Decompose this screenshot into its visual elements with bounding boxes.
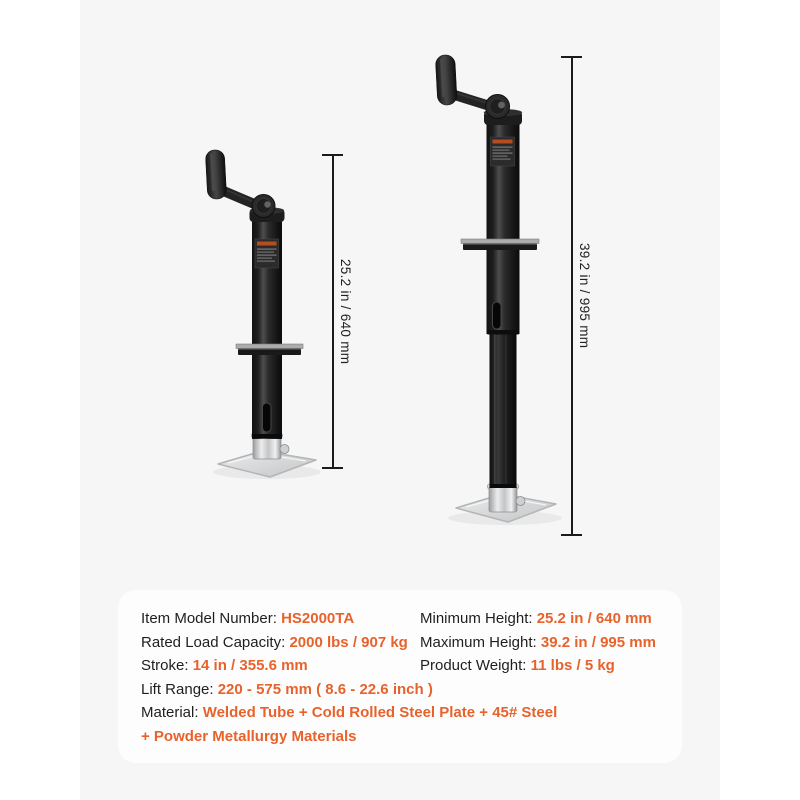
spec-row-material-continued (141, 725, 664, 749)
spec-label: Maximum Height: (420, 633, 537, 651)
spec-two-column-area (141, 607, 664, 678)
spec-label: Product Weight: (420, 657, 527, 675)
right-jack-image (435, 55, 562, 525)
left-jack-pin-bolt (280, 445, 289, 454)
right-jack-product-label (491, 137, 515, 166)
spec-row-material (141, 701, 664, 725)
right-jack-grip (435, 55, 457, 106)
spec-row-model (141, 607, 420, 631)
right-jack-pin-bolt (516, 497, 525, 506)
dimension-label-left: 25.2 in / 640 mm (338, 258, 353, 365)
dimension-line (332, 155, 334, 468)
spec-row-max-height (420, 631, 664, 655)
spec-label: Minimum Height: (420, 610, 533, 627)
spec-value: 220 - 575 mm ( 8.6 - 22.6 inch ) (217, 680, 433, 698)
spec-row-load-capacity (141, 631, 420, 655)
spec-value: HS2000TA (281, 610, 355, 627)
spec-value: Welded Tube + Cold Rolled Steel Plate + 45# Steel (202, 704, 558, 722)
spec-row-min-height (420, 607, 664, 631)
spec-value: 11 lbs / 5 kg (530, 657, 615, 675)
spec-value: 2000 lbs / 907 kg (289, 633, 408, 651)
spec-label: Stroke: (141, 657, 189, 675)
left-jack-image (205, 150, 321, 479)
right-jack-crank-handle (435, 55, 509, 119)
spec-full-width-area (141, 678, 664, 749)
spec-label: Item Model Number: (141, 610, 277, 627)
right-jack-pin-slot (493, 302, 502, 329)
spec-value: 25.2 in / 640 mm (536, 610, 652, 627)
spec-row-weight (420, 654, 664, 678)
spec-value: 39.2 in / 995 mm (540, 633, 656, 651)
right-jack-mounting-flange (461, 239, 539, 250)
spec-row-stroke (141, 654, 420, 678)
spec-column-right (420, 607, 664, 678)
dimension-label-right: 39.2 in / 995 mm (577, 243, 592, 349)
left-jack-mounting-flange (236, 344, 303, 355)
left-jack-crank-handle (205, 150, 275, 218)
right-jack-foot-collar (489, 486, 517, 512)
left-jack-pin-slot (263, 403, 272, 432)
left-jack-grip (205, 150, 227, 200)
dimension-line (571, 57, 573, 535)
spec-label: Lift Range: (141, 680, 214, 698)
spec-row-lift-range (141, 678, 664, 702)
spec-label: Material: (141, 704, 199, 722)
spec-label: Rated Load Capacity: (141, 633, 286, 651)
spec-column-left (141, 607, 420, 678)
right-jack-inner-tube (490, 330, 517, 488)
left-jack-product-label (255, 239, 279, 268)
spec-value: + Powder Metallurgy Materials (141, 727, 357, 745)
spec-panel (118, 590, 682, 763)
spec-value: 14 in / 355.6 mm (192, 657, 308, 675)
